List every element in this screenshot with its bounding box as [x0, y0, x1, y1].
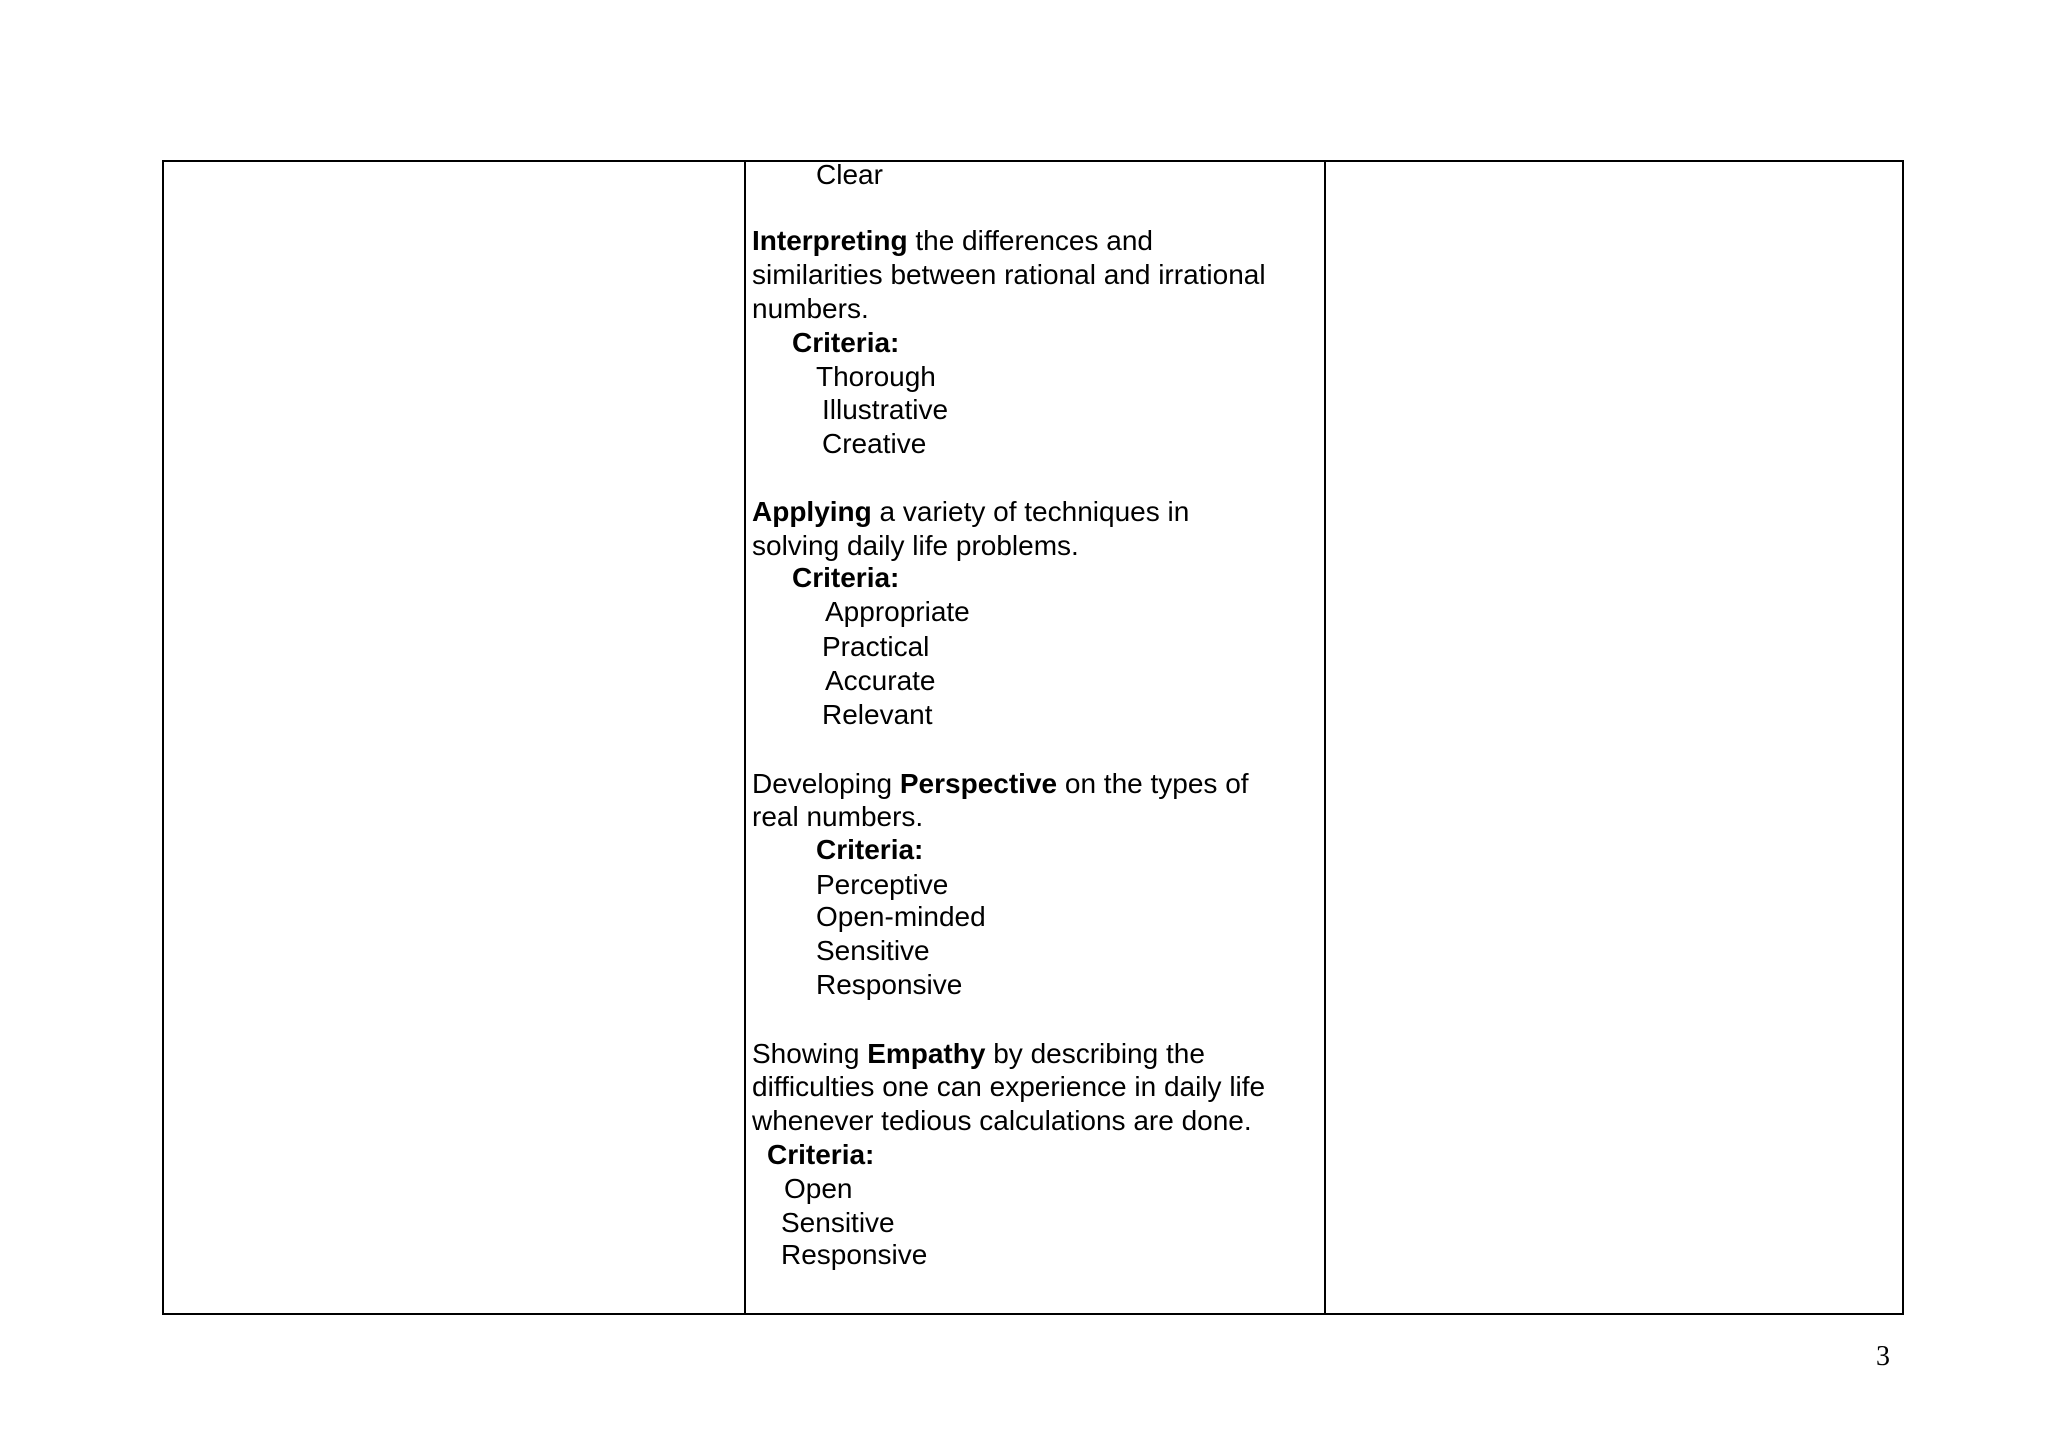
perspective-keyword: Perspective: [899, 768, 1058, 799]
interpreting-line-1: Interpreting the differences and: [752, 225, 1153, 256]
interpreting-line-2: similarities between rational and irrational: [752, 259, 1266, 290]
criteria-item: Illustrative: [822, 394, 949, 425]
interpreting-criteria-label: Criteria:: [792, 327, 900, 358]
criteria-item: Sensitive: [816, 935, 930, 966]
column-divider-1: [744, 162, 746, 1313]
empathy-keyword: Empathy: [867, 1038, 986, 1069]
criteria-item: Accurate: [825, 665, 936, 696]
criteria-item: Open: [784, 1173, 853, 1204]
criteria-item: Appropriate: [825, 596, 970, 627]
assessment-table: [162, 160, 1904, 1315]
criteria-item: Open-minded: [816, 901, 986, 932]
perspective-criteria-label: Criteria:: [816, 834, 924, 865]
applying-line-1: Applying a variety of techniques in: [752, 496, 1190, 527]
empathy-line-1: Showing Empathy by describing the: [752, 1038, 1205, 1069]
column-divider-2: [1324, 162, 1326, 1313]
empathy-line-2: difficulties one can experience in daily life: [752, 1071, 1266, 1102]
perspective-line-2: real numbers.: [752, 801, 924, 832]
perspective-line-1: Developing Perspective on the types of: [752, 768, 1249, 799]
criteria-item: Thorough: [816, 361, 936, 392]
interpreting-keyword: Interpreting: [752, 225, 908, 256]
applying-criteria-label: Criteria:: [792, 562, 900, 593]
interpreting-line-3: numbers.: [752, 293, 869, 324]
criteria-item: Creative: [822, 428, 927, 459]
criteria-item: Responsive: [816, 969, 963, 1000]
empathy-line-3: whenever tedious calculations are done.: [752, 1105, 1252, 1136]
criteria-item-clear: Clear: [816, 159, 883, 190]
criteria-item: Sensitive: [781, 1207, 895, 1238]
criteria-item: Relevant: [822, 699, 933, 730]
applying-keyword: Applying: [752, 496, 872, 527]
page-number: 3: [1876, 1341, 1890, 1372]
applying-line-2: solving daily life problems.: [752, 530, 1079, 561]
criteria-item: Practical: [822, 631, 930, 662]
criteria-item: Responsive: [781, 1239, 928, 1270]
criteria-item: Perceptive: [816, 869, 949, 900]
empathy-criteria-label: Criteria:: [767, 1139, 875, 1170]
